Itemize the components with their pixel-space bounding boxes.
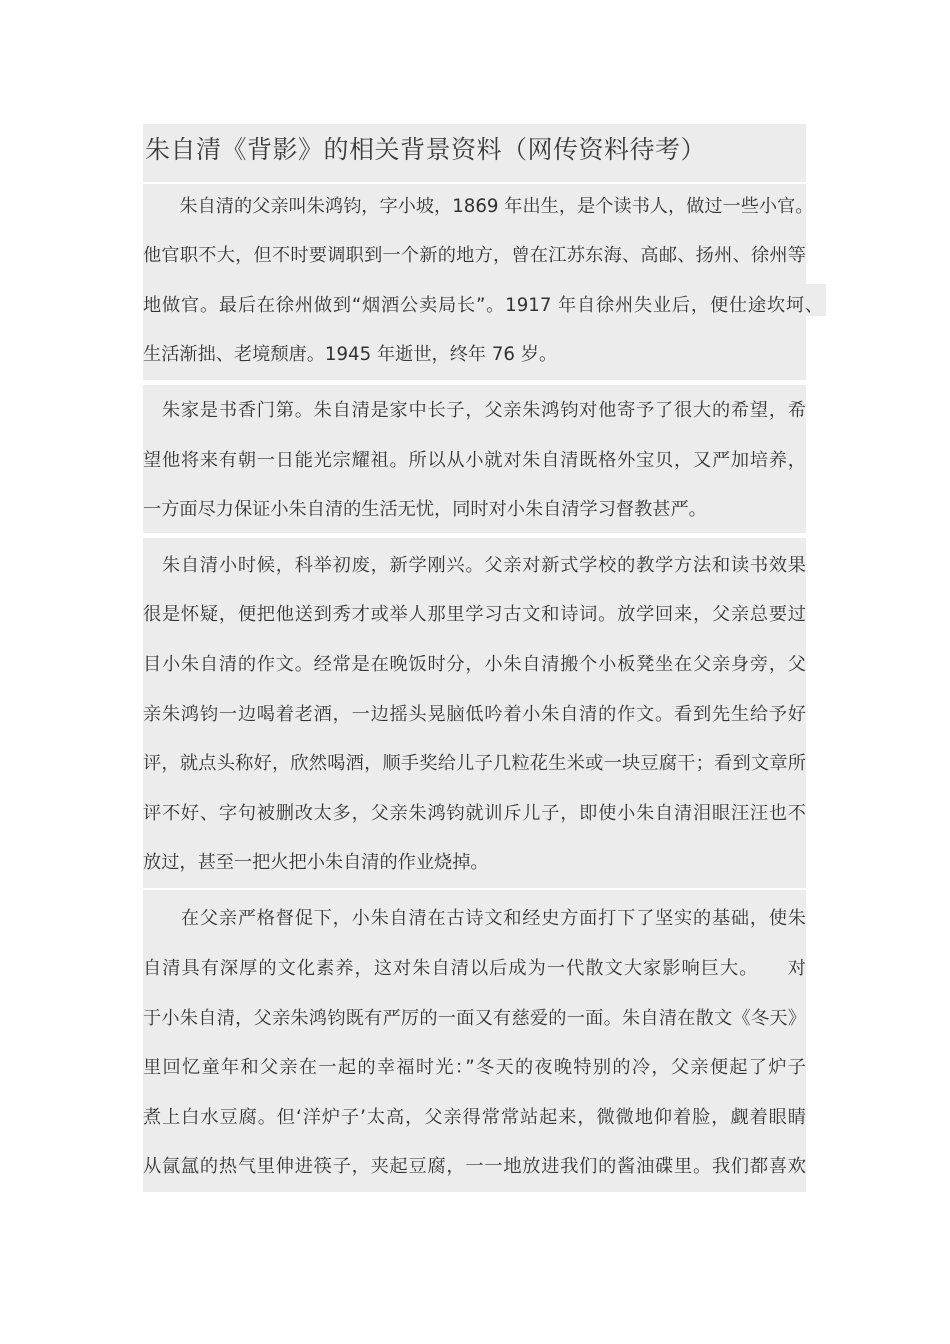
- paragraph-4-line-6: 从氤氲的热气里伸进筷子，夹起豆腐，一一地放进我们的酱油碟里。我们都喜欢: [143, 1156, 806, 1177]
- paragraph-3-line-1: 朱自清小时候，科举初废，新学刚兴。父亲对新式学校的教学方法和读书效果: [143, 555, 806, 576]
- paragraph-3-line-2: 很是怀疑，便把他送到秀才或举人那里学习古文和诗词。放学回来，父亲总要过: [143, 604, 806, 625]
- paragraph-2-line-3: 一方面尽力保证小朱自清的生活无忧，同时对小朱自清学习督教甚严。: [143, 499, 707, 520]
- paragraph-3-line-7: 放过，甚至一把火把小朱自清的作业烧掉。: [143, 852, 489, 873]
- paragraph-3-line-6: 评不好、字句被删改太多，父亲朱鸿钧就训斥儿子，即使小朱自清泪眼汪汪也不: [143, 803, 806, 824]
- paragraph-3-line-4: 亲朱鸿钧一边喝着老酒，一边摇头晃脑低吟着小朱自清的作文。看到先生给予好: [143, 704, 806, 725]
- paragraph-4-line-1: 在父亲严格督促下，小朱自清在古诗文和经史方面打下了坚实的基础，使朱: [143, 908, 806, 929]
- paragraph-1-line-2: 他官职不大，但不时要调职到一个新的地方，曾在江苏东海、高邮、扬州、徐州等: [143, 245, 806, 266]
- document-title: 朱自清《背影》的相关背景资料（网传资料待考）: [145, 135, 707, 164]
- paragraph-1-line-1: 朱自清的父亲叫朱鸿钧，字小坡，1869 年出生，是个读书人，做过一些小官。: [143, 196, 814, 217]
- paragraph-1-line-3: 地做官。最后在徐州做到“烟酒公卖局长”。1917 年自徐州失业后，便仕途坎坷、: [143, 295, 823, 316]
- paragraph-3-line-5: 评，就点头称好，欣然喝酒，顺手奖给儿子几粒花生米或一块豆腐干；看到文章所: [143, 753, 806, 774]
- paragraph-2-line-2: 望他将来有朝一日能光宗耀祖。所以从小就对朱自清既格外宝贝，又严加培养，: [143, 450, 806, 471]
- paragraph-1-line-4: 生活渐拙、老境颓唐。1945 年逝世，终年 76 岁。: [143, 344, 558, 365]
- paragraph-4-line-2: 自清具有深厚的文化素养，这对朱自清以后成为一代散文大家影响巨大。 对: [143, 958, 806, 979]
- paragraph-4-line-3: 于小朱自清，父亲朱鸿钧既有严厉的一面又有慈爱的一面。朱自清在散文《冬天》: [143, 1008, 806, 1029]
- paragraph-4-line-4: 里回忆童年和父亲在一起的幸福时光：”冬天的夜晚特别的冷，父亲便起了炉子: [143, 1057, 806, 1078]
- paragraph-3-line-3: 目小朱自清的作文。经常是在晚饭时分，小朱自清搬个小板凳坐在父亲身旁，父: [143, 654, 806, 675]
- paragraph-2-line-1: 朱家是书香门第。朱自清是家中长子，父亲朱鸿钧对他寄予了很大的希望，希: [143, 400, 806, 421]
- paragraph-4-line-5: 煮上白水豆腐。但‘洋炉子’太高，父亲得常常站起来，微微地仰着脸，觑着眼睛: [143, 1107, 806, 1128]
